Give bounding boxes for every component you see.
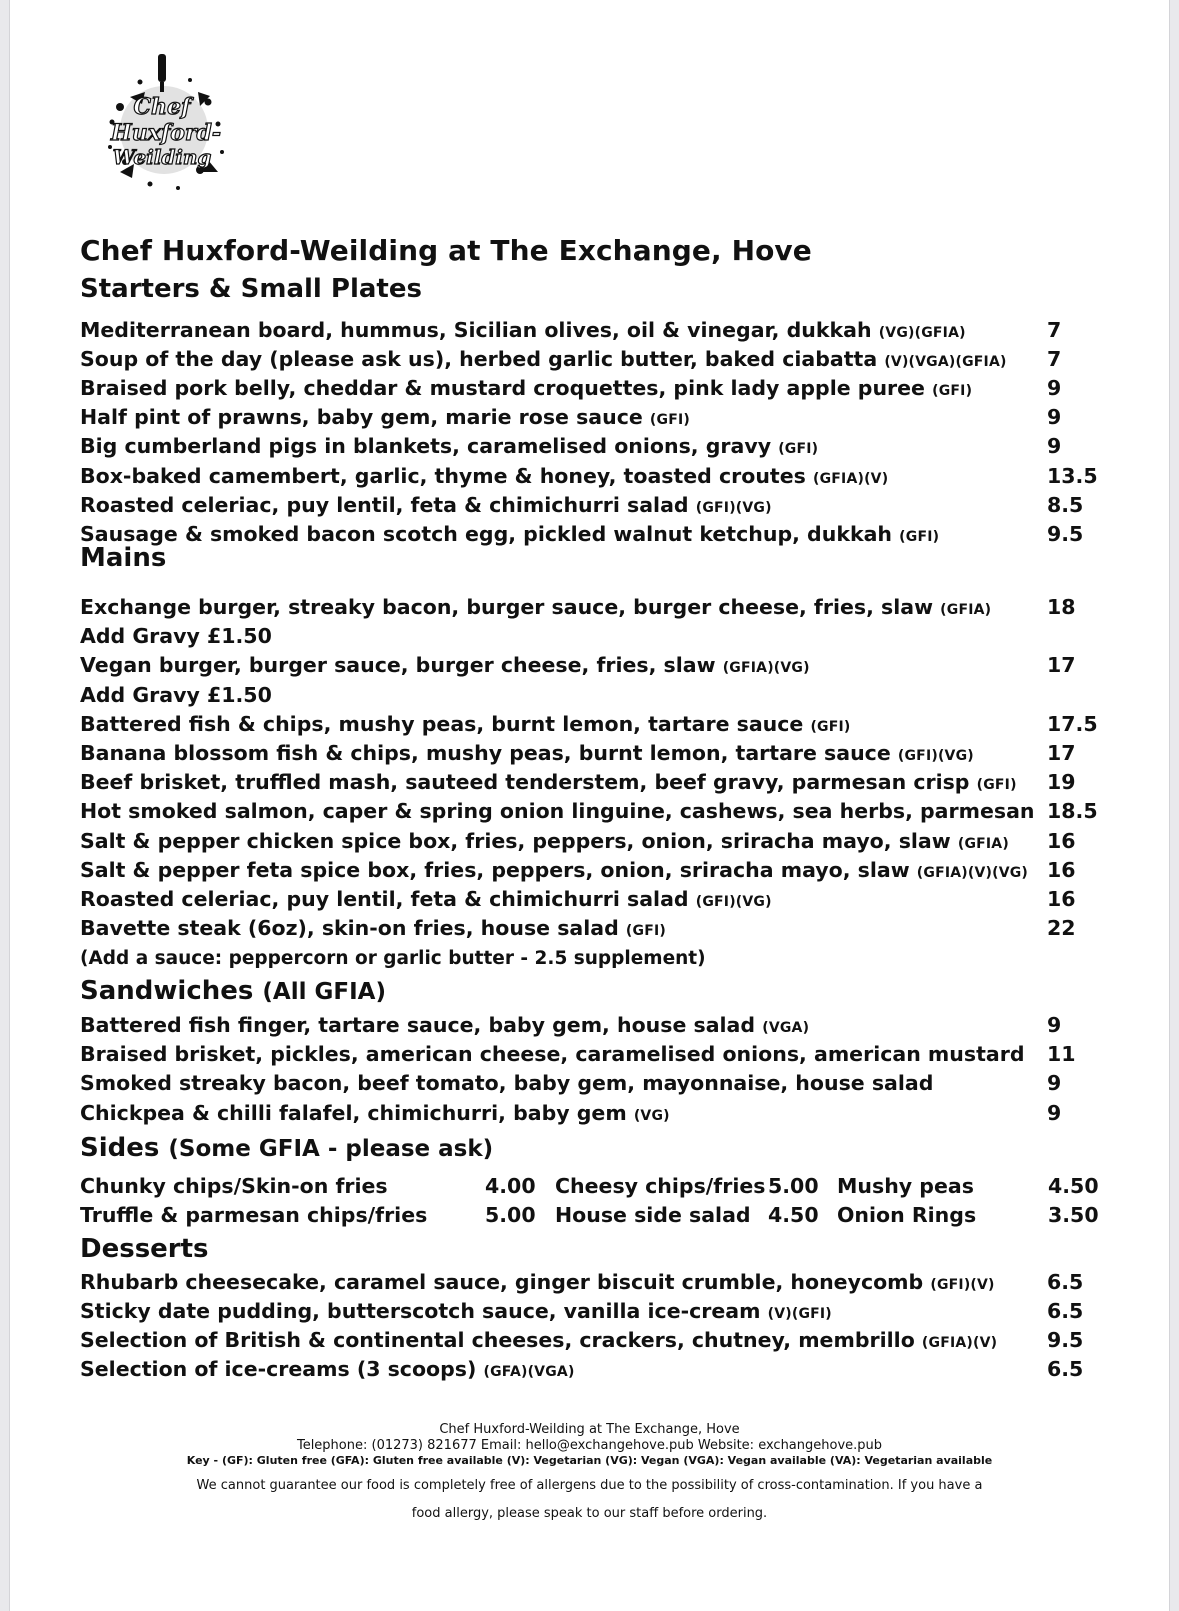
menu-item-description (80, 595, 991, 619)
menu-item-price: 7 (1047, 347, 1062, 372)
side-item-name: Cheesy chips/fries (555, 1174, 766, 1198)
menu-item-description (80, 318, 966, 342)
menu-item-price: 13.5 (1047, 463, 1098, 488)
dietary-tags: (GFIA) (940, 602, 992, 618)
dietary-tags: (GFI) (649, 412, 690, 429)
side-item-name: Onion Rings (837, 1203, 977, 1227)
dietary-tags: (GFI) (778, 441, 819, 458)
menu-item (80, 799, 1098, 828)
footer-allergen-disclaimer: We cannot guarantee our food is completely free of allergens due to the possibility of cross-contamination. If you have a (196, 1478, 983, 1493)
dietary-tags: (GFI)(VG) (695, 894, 772, 910)
menu-item-price: 11 (1047, 1042, 1076, 1067)
menu-item-name: Battered fish & chips, mushy peas, burnt lemon, tartare sauce (80, 711, 804, 736)
menu-item (80, 405, 1090, 434)
menu-item (80, 347, 1090, 376)
dietary-tags: (GFA)(VGA) (483, 1364, 575, 1381)
menu-item (80, 1270, 1090, 1299)
side-item-name: House side salad (555, 1203, 751, 1227)
menu-item-price: 22 (1047, 916, 1076, 941)
mains-sauce-note: (Add a sauce: peppercorn or garlic butter - 2.5 supplement) (80, 948, 706, 969)
dietary-tags: (VG) (633, 1107, 670, 1124)
menu-item-price: 6.5 (1047, 1270, 1084, 1294)
menu-item-description (80, 434, 818, 458)
menu-item-description (80, 1042, 1025, 1066)
menu-item-name: Roasted celeriac, puy lentil, feta & chimichurri salad (80, 887, 689, 911)
menu-item (80, 522, 1090, 551)
menu-item (80, 493, 1090, 522)
side-item-name: Truffle & parmesan chips/fries (80, 1203, 428, 1227)
side-item-price: 4.50 (768, 1203, 819, 1227)
menu-item-price: 9 (1047, 376, 1062, 401)
menu-item-price: 9 (1047, 1071, 1062, 1096)
menu-item-price: 9 (1047, 1100, 1062, 1125)
menu-item-name: Chickpea & chilli falafel, chimichurri, baby gem (80, 1100, 627, 1125)
menu-item-name: Roasted celeriac, puy lentil, feta & chimichurri salad (80, 492, 689, 517)
side-item-price: 5.00 (768, 1174, 819, 1198)
menu-item-name: Smoked streaky bacon, beef tomato, baby gem, mayonnaise, house salad (80, 1071, 934, 1096)
menu-item-description (80, 1013, 809, 1037)
menu-item (80, 434, 1090, 463)
dietary-tags: (GFI) (976, 777, 1017, 794)
menu-item (80, 463, 1098, 493)
page-edge-right (1169, 0, 1179, 1611)
dietary-tags: (GFIA)(V) (921, 1335, 998, 1352)
side-item-price: 4.50 (1048, 1174, 1099, 1198)
svg-text:Chef: Chef (133, 94, 191, 120)
side-item-price: 3.50 (1048, 1203, 1099, 1227)
menu-item-price: 9 (1047, 434, 1062, 459)
sandwiches-heading (80, 976, 386, 1006)
menu-item (80, 318, 1090, 347)
menu-item-description (80, 1357, 575, 1381)
menu-item-name: Selection of ice-creams (3 scoops) (80, 1357, 477, 1382)
menu-item-description (80, 624, 272, 648)
menu-item-description (80, 683, 272, 707)
dietary-tags: (GFI)(VG) (897, 748, 974, 764)
mains-heading: Mains (80, 543, 167, 573)
menu-item-price: 9 (1047, 405, 1062, 430)
menu-item-price: 6.5 (1047, 1299, 1084, 1324)
menu-item-description (80, 347, 1007, 371)
dietary-tags: (GFIA) (957, 835, 1009, 852)
menu-item-price: 18.5 (1047, 799, 1098, 824)
menu-item-name: Big cumberland pigs in blankets, caramelised onions, gravy (80, 434, 772, 459)
menu-item (80, 1042, 1090, 1071)
menu-item (80, 683, 1090, 712)
page-edge-left (0, 0, 10, 1611)
svg-text:Weilding: Weilding (112, 145, 212, 169)
menu-item-description (80, 712, 851, 736)
menu-item-description (80, 1299, 832, 1323)
menu-item-price: 19 (1047, 770, 1076, 795)
menu-item (80, 711, 1098, 741)
menu-item-price: 17 (1047, 653, 1076, 678)
splatter-knife-logo-icon (90, 52, 240, 202)
menu-item-name: Soup of the day (please ask us), herbed garlic butter, baked ciabatta (80, 347, 878, 372)
menu-item-description (80, 741, 974, 765)
footer-allergen-disclaimer-2: food allergy, please speak to our staff before ordering. (411, 1506, 768, 1521)
menu-item-description (80, 376, 972, 400)
menu-item-price: 9.5 (1047, 1328, 1084, 1353)
menu-item-name: Braised pork belly, cheddar & mustard croquettes, pink lady apple puree (80, 376, 925, 401)
menu-item-name: Exchange burger, streaky bacon, burger sauce, burger cheese, fries, slaw (80, 595, 934, 619)
menu-item-description (80, 464, 888, 488)
menu-item (80, 770, 1090, 799)
dietary-tags: (GFIA)(VG) (722, 660, 810, 677)
menu-item-price: 17 (1047, 741, 1076, 765)
dietary-tags: (GFIA)(V) (812, 470, 889, 487)
menu-item-name: Selection of British & continental cheeses, crackers, chutney, membrillo (80, 1328, 915, 1353)
menu-item-name: Rhubarb cheesecake, caramel sauce, ginger biscuit crumble, honeycomb (80, 1270, 924, 1294)
dietary-tags: (VGA) (762, 1020, 810, 1036)
menu-item-name: Mediterranean board, hummus, Sicilian olives, oil & vinegar, dukkah (80, 318, 872, 342)
menu-item-description (80, 858, 1028, 882)
menu-item-description (80, 1071, 933, 1095)
menu-item (80, 858, 1090, 887)
side-item-name: Chunky chips/Skin-on fries (80, 1174, 388, 1198)
menu-item-name: Hot smoked salmon, caper & spring onion linguine, cashews, sea herbs, parmesan (80, 799, 1035, 824)
menu-item-price: 9 (1047, 1013, 1062, 1037)
menu-item-description (80, 829, 1009, 853)
menu-item-name: Sticky date pudding, butterscotch sauce, vanilla ice-cream (80, 1299, 761, 1324)
menu-item (80, 1357, 1090, 1386)
menu-item (80, 887, 1090, 916)
menu-item-description (80, 799, 1035, 823)
menu-item-name: Braised brisket, pickles, american cheese, caramelised onions, american mustard (80, 1042, 1025, 1067)
side-item-name: Mushy peas (837, 1174, 974, 1198)
brand-logo (90, 52, 240, 202)
menu-item (80, 1071, 1090, 1100)
dietary-tags: (GFI)(V) (930, 1277, 995, 1293)
page-title: Chef Huxford-Weilding at The Exchange, Hove (80, 234, 812, 267)
menu-item-description (80, 770, 1017, 794)
menu-item (80, 1013, 1090, 1042)
menu-item-name: Beef brisket, truffled mash, sauteed tenderstem, beef gravy, parmesan crisp (80, 770, 970, 795)
menu-item-name: Bavette steak (6oz), skin-on fries, house salad (80, 916, 619, 941)
footer-dietary-key: Key - (GF): Gluten free (GFA): Gluten free available (V): Vegetarian (VG): Vegan (VGA): Vegan available (VA): Vegetarian available (186, 1454, 993, 1467)
sides-heading (80, 1133, 493, 1163)
menu-item-description (80, 493, 772, 517)
desserts-heading: Desserts (80, 1234, 209, 1264)
sandwiches-title: Sandwiches (80, 976, 254, 1006)
menu-item-price: 8.5 (1047, 492, 1084, 517)
menu-item-price: 6.5 (1047, 1357, 1084, 1382)
menu-item-name: Half pint of prawns, baby gem, marie rose sauce (80, 405, 643, 430)
menu-item (80, 829, 1090, 858)
menu-item (80, 1299, 1090, 1328)
dietary-tags: (V)(VGA)(GFIA) (884, 354, 1007, 371)
side-item-price: 4.00 (485, 1174, 536, 1198)
menu-item-name: Add Gravy £1.50 (80, 624, 272, 649)
dietary-tags: (VG)(GFIA) (878, 325, 966, 341)
dietary-tags: (GFI)(VG) (695, 499, 772, 516)
menu-item (80, 916, 1090, 945)
menu-item-name: Salt & pepper chicken spice box, fries, peppers, onion, sriracha mayo, slaw (80, 828, 951, 853)
menu-item-price: 7 (1047, 318, 1062, 342)
dietary-tags: (GFIA)(V)(VG) (916, 864, 1029, 881)
dietary-tags: (GFI) (810, 718, 851, 735)
sides-subtitle: (Some GFIA - please ask) (168, 1136, 494, 1162)
menu-item-name: Box-baked camembert, garlic, thyme & honey, toasted croutes (80, 463, 806, 488)
footer-venue: Chef Huxford-Weilding at The Exchange, Hove (439, 1422, 740, 1437)
menu-item (80, 653, 1090, 682)
menu-item-description (80, 1101, 670, 1125)
menu-item-description (80, 916, 666, 940)
footer-contact: Telephone: (01273) 821677 Email: hello@exchangehove.pub Website: exchangehove.pub (296, 1438, 883, 1453)
dietary-tags: (GFI) (899, 528, 940, 545)
sandwiches-subtitle: (All GFIA) (262, 979, 386, 1005)
dietary-tags: (V)(GFI) (767, 1306, 832, 1323)
menu-item-description (80, 522, 939, 546)
menu-item (80, 376, 1090, 405)
starters-heading: Starters & Small Plates (80, 274, 422, 304)
menu-item (80, 624, 1090, 653)
svg-text:Huxford-: Huxford- (110, 120, 222, 146)
menu-item-price: 17.5 (1047, 711, 1098, 736)
menu-item-price: 16 (1047, 828, 1076, 853)
menu-item-description (80, 887, 772, 911)
menu-item-name: Vegan burger, burger sauce, burger cheese, fries, slaw (80, 653, 716, 678)
menu-item-price: 16 (1047, 887, 1076, 911)
dietary-tags: (GFI) (932, 383, 973, 400)
menu-item-name: Sausage & smoked bacon scotch egg, pickled walnut ketchup, dukkah (80, 521, 893, 546)
sides-title: Sides (80, 1133, 160, 1163)
menu-item-name: Add Gravy £1.50 (80, 682, 272, 707)
menu-item-description (80, 653, 810, 677)
dietary-tags: (GFI) (625, 923, 666, 940)
menu-item-price: 9.5 (1047, 521, 1084, 546)
menu-item (80, 1328, 1090, 1357)
menu-item-description (80, 405, 690, 429)
menu-item-name: Salt & pepper feta spice box, fries, peppers, onion, sriracha mayo, slaw (80, 857, 910, 882)
menu-item (80, 1101, 1090, 1130)
menu-item-description (80, 1270, 995, 1294)
menu-item-price: 18 (1047, 595, 1076, 619)
menu-item (80, 741, 1090, 770)
side-item-price: 5.00 (485, 1203, 536, 1227)
menu-item (80, 595, 1090, 624)
menu-item-price: 16 (1047, 857, 1076, 882)
menu-item-description (80, 1328, 997, 1352)
menu-item-name: Battered fish finger, tartare sauce, baby gem, house salad (80, 1013, 756, 1037)
menu-item-name: Banana blossom fish & chips, mushy peas, burnt lemon, tartare sauce (80, 741, 891, 765)
